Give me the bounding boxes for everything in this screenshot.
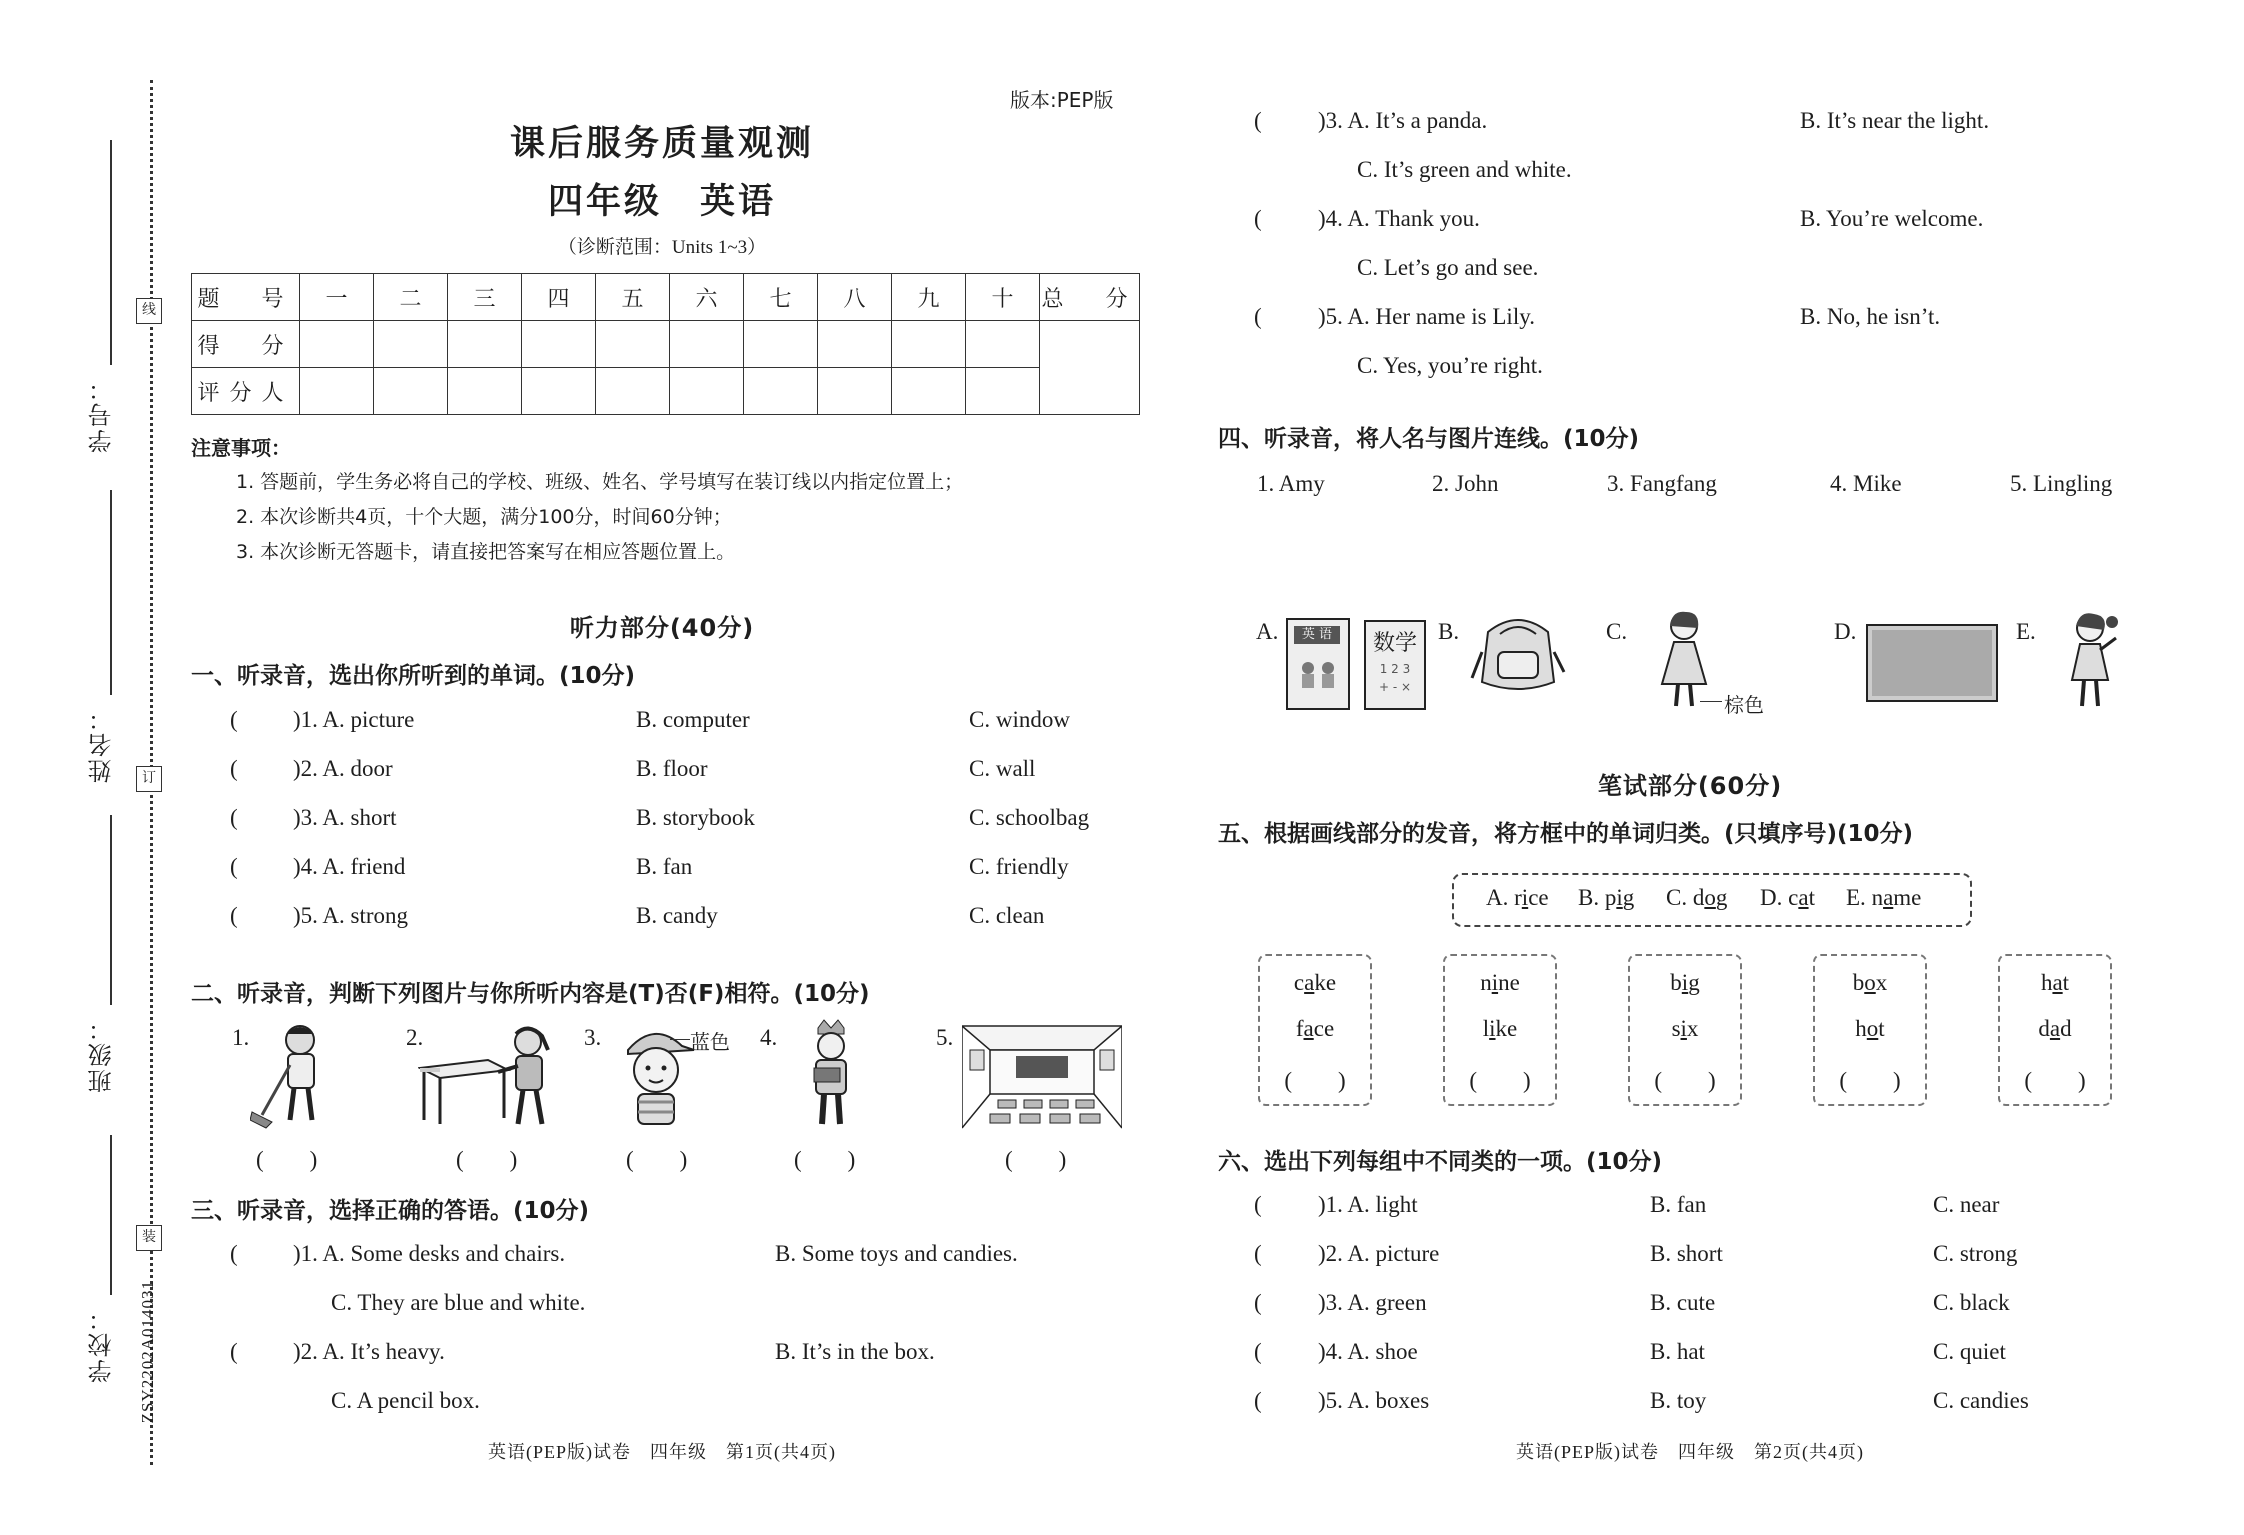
s4-pic-label: D. [1834, 619, 1857, 644]
s6-item-a: )2. A. picture [1318, 1241, 1440, 1266]
s6-item-c: C. near [1933, 1192, 2000, 1217]
s1-item-b: B. storybook [636, 805, 755, 830]
paren-open[interactable]: ( [230, 805, 238, 830]
section2-title: 二、听录音，判断下列图片与你所听内容是(T)否(F)相符。(10分) [191, 981, 870, 1007]
s3-item-c: C. Yes, you’re right. [1357, 353, 1543, 378]
english-book-title: 英 语 [1294, 626, 1340, 644]
phonics-word: six [1671, 1016, 1699, 1041]
phonics-group [1443, 954, 1557, 1106]
s2-answer-slot[interactable]: ( ) [626, 1147, 688, 1172]
paren-open[interactable]: ( [230, 854, 238, 879]
exam-code: ZSY2202A014031 [138, 1280, 157, 1424]
s4-pic-label: A. [1256, 619, 1279, 644]
section6-title: 六、选出下列每组中不同类的一项。(10分) [1218, 1149, 1663, 1175]
s1-item-a: )4. A. friend [293, 854, 406, 879]
section1-title: 一、听录音，选出你所听到的单词。(10分) [191, 663, 636, 689]
word-bank [1452, 873, 1972, 927]
s2-answer-slot[interactable]: ( ) [456, 1147, 518, 1172]
score-cell[interactable] [670, 321, 744, 368]
score-cell[interactable] [966, 321, 1040, 368]
phonics-word: dad [2038, 1016, 2072, 1041]
s2-answer-slot[interactable]: ( ) [256, 1147, 318, 1172]
s3-item-c: C. They are blue and white. [331, 1290, 586, 1315]
page-title: 课后服务质量观测 [509, 124, 814, 164]
name-label: 姓名： [88, 705, 116, 783]
score-header-row [192, 274, 1140, 321]
class-label: 班级： [88, 1015, 116, 1093]
school-label: 学校： [88, 1305, 116, 1383]
s1-item-b: B. candy [636, 903, 718, 928]
paren-open[interactable]: ( [1254, 1388, 1262, 1413]
s4-name[interactable]: 5. Lingling [2010, 471, 2113, 496]
score-row-label: 得 分 [192, 321, 300, 368]
section5-title: 五、根据画线部分的发音，将方框中的单词归类。(只填序号)(10分) [1218, 821, 1914, 847]
binding-seal-line: 线 [136, 298, 162, 324]
student-id-label: 学号： [88, 375, 116, 453]
s2-label: 3. [584, 1025, 602, 1050]
s6-item-c: C. quiet [1933, 1339, 2006, 1364]
s2-label: 5. [936, 1025, 954, 1050]
s4-name[interactable]: 4. Mike [1830, 471, 1902, 496]
schoolbag-icon[interactable] [1468, 612, 1568, 696]
footer-right: 英语(PEP版)试卷 四年级 第2页(共4页) [1516, 1442, 1864, 1462]
phonics-word: nine [1480, 970, 1520, 995]
s3-item-b: B. You’re welcome. [1800, 206, 1984, 231]
grader-cell[interactable] [448, 368, 522, 415]
s6-item-c: C. strong [1933, 1241, 2018, 1266]
board-surface [1872, 630, 1992, 696]
score-col: 六 [670, 274, 744, 321]
boy-with-crown-illustration [796, 1018, 866, 1130]
score-row-label: 题 号 [192, 274, 300, 321]
leader-line [670, 1039, 690, 1040]
bank-word: D. cat [1760, 885, 1815, 910]
score-col: 七 [744, 274, 818, 321]
s4-name[interactable]: 2. John [1432, 471, 1499, 496]
binding-seal-bind: 装 [136, 1225, 162, 1251]
score-cell[interactable] [300, 321, 374, 368]
phonics-word: box [1852, 970, 1888, 995]
paren-open[interactable]: ( [1254, 206, 1262, 231]
score-table [191, 273, 1140, 415]
score-points-row [192, 321, 1140, 368]
phonics-group [1628, 954, 1742, 1106]
s1-item-a: )5. A. strong [293, 903, 408, 928]
s1-item-c: C. wall [969, 756, 1036, 781]
score-col: 四 [522, 274, 596, 321]
s3-item-a: )5. A. Her name is Lily. [1318, 304, 1535, 329]
section3-title: 三、听录音，选择正确的答语。(10分) [191, 1198, 590, 1224]
leader-line [1700, 701, 1722, 702]
s4-pic-label: E. [2016, 619, 2036, 644]
s3-item-b: B. It’s in the box. [775, 1339, 935, 1364]
phonics-word: hat [2040, 970, 2070, 995]
paren-open[interactable]: ( [1254, 1241, 1262, 1266]
paren-open[interactable]: ( [1254, 304, 1262, 329]
math-book-icon[interactable] [1364, 620, 1426, 710]
s1-item-c: C. friendly [969, 854, 1069, 879]
s2-label: 4. [760, 1025, 778, 1050]
phonics-group [1813, 954, 1927, 1106]
s1-item-a: )2. A. door [293, 756, 393, 781]
s3-item-c: C. Let’s go and see. [1357, 255, 1539, 280]
s1-item-c: C. clean [969, 903, 1045, 928]
board-icon[interactable] [1866, 624, 1998, 702]
phonics-answer-slot[interactable]: ( ) [1284, 1068, 1346, 1093]
s6-item-a: )1. A. light [1318, 1192, 1418, 1217]
s3-item-c: C. It’s green and white. [1357, 157, 1572, 182]
score-col: 九 [892, 274, 966, 321]
s6-item-c: C. candies [1933, 1388, 2029, 1413]
bank-word: E. name [1846, 885, 1922, 910]
paren-open[interactable]: ( [230, 1241, 238, 1266]
bank-word: B. pig [1578, 885, 1635, 910]
name-blank[interactable] [110, 490, 112, 695]
score-cell[interactable] [892, 321, 966, 368]
s6-item-b: B. short [1650, 1241, 1723, 1266]
s3-item-a: )4. A. Thank you. [1318, 206, 1480, 231]
paren-open[interactable]: ( [230, 756, 238, 781]
s4-name[interactable]: 1. Amy [1257, 471, 1325, 496]
s6-item-a: )5. A. boxes [1318, 1388, 1430, 1413]
s3-item-a: )3. A. It’s a panda. [1318, 108, 1488, 133]
children-icon [1296, 660, 1340, 690]
school-blank[interactable] [110, 1135, 112, 1295]
s6-item-a: )3. A. green [1318, 1290, 1427, 1315]
math-book-numbers: 1 2 3 [1379, 662, 1411, 676]
s1-item-b: B. floor [636, 756, 708, 781]
grader-cell[interactable] [744, 368, 818, 415]
listening-part-heading: 听力部分(40分) [569, 614, 755, 642]
score-row-label: 评分人 [192, 368, 300, 415]
s4-pic-label: B. [1438, 619, 1460, 644]
classroom-illustration [962, 1020, 1122, 1130]
paren-open[interactable]: ( [230, 707, 238, 732]
page-subtitle: 四年级 英语 [547, 182, 776, 222]
phonics-word: like [1482, 1016, 1518, 1041]
s4-name[interactable]: 3. Fangfang [1607, 471, 1717, 496]
section4-title: 四、听录音，将人名与图片连线。(10分) [1218, 426, 1640, 452]
phonics-group [1998, 954, 2112, 1106]
note-item: 3. 本次诊断无答题卡，请直接把答案写在相应答题位置上。 [236, 541, 736, 563]
score-cell[interactable] [374, 321, 448, 368]
phonics-answer-slot[interactable]: ( ) [2024, 1068, 2086, 1093]
brown-color-label: 棕色 [1724, 693, 1764, 717]
s6-item-b: B. toy [1650, 1388, 1707, 1413]
score-col: 十 [966, 274, 1040, 321]
score-total-label: 总 分 [1040, 274, 1140, 321]
scope-note: （诊断范围：Units 1~3） [557, 237, 767, 258]
math-book-ops: + - × [1378, 680, 1412, 694]
grader-cell[interactable] [522, 368, 596, 415]
s3-item-b: B. No, he isn’t. [1800, 304, 1941, 329]
footer-left: 英语(PEP版)试卷 四年级 第1页(共4页) [488, 1442, 836, 1462]
paren-open[interactable]: ( [230, 1339, 238, 1364]
phonics-answer-slot[interactable]: ( ) [1839, 1068, 1901, 1093]
s2-label: 1. [232, 1025, 250, 1050]
s3-item-a: )1. A. Some desks and chairs. [293, 1241, 566, 1266]
notes-title: 注意事项： [191, 436, 291, 460]
s6-item-c: C. black [1933, 1290, 2010, 1315]
paren-open[interactable]: ( [1254, 1339, 1262, 1364]
grader-cell[interactable] [966, 368, 1040, 415]
paren-open[interactable]: ( [1254, 108, 1262, 133]
s1-item-c: C. schoolbag [969, 805, 1090, 830]
paren-open[interactable]: ( [1254, 1192, 1262, 1217]
grader-cell[interactable] [892, 368, 966, 415]
phonics-answer-slot[interactable]: ( ) [1469, 1068, 1531, 1093]
score-col: 五 [596, 274, 670, 321]
s2-label: 2. [406, 1025, 424, 1050]
s3-item-a: )2. A. It’s heavy. [293, 1339, 445, 1364]
s6-item-b: B. fan [1650, 1192, 1707, 1217]
grader-cell[interactable] [670, 368, 744, 415]
s3-item-b: B. Some toys and candies. [775, 1241, 1018, 1266]
s6-item-a: )4. A. shoe [1318, 1339, 1418, 1364]
girl-at-desk-illustration [418, 1020, 568, 1130]
phonics-group [1258, 954, 1372, 1106]
s3-item-c: C. A pencil box. [331, 1388, 480, 1413]
english-book-icon[interactable] [1286, 618, 1350, 710]
score-col: 一 [300, 274, 374, 321]
score-cell[interactable] [818, 321, 892, 368]
s2-answer-slot[interactable]: ( ) [1005, 1147, 1067, 1172]
girl-waving-icon[interactable] [2056, 608, 2136, 712]
grader-cell[interactable] [300, 368, 374, 415]
hat-color-label: 蓝色 [690, 1030, 730, 1054]
student-id-blank[interactable] [110, 140, 112, 365]
score-cell[interactable] [596, 321, 670, 368]
bank-word: A. rice [1486, 885, 1549, 910]
edition-label: 版本:PEP版 [1010, 88, 1114, 112]
score-col: 二 [374, 274, 448, 321]
s4-pic-label: C. [1606, 619, 1628, 644]
s1-item-b: B. fan [636, 854, 693, 879]
note-item: 1. 答题前，学生务必将自己的学校、班级、姓名、学号填写在装订线以内指定位置上； [236, 471, 964, 493]
score-col: 八 [818, 274, 892, 321]
phonics-word: face [1295, 1016, 1335, 1041]
s6-item-b: B. cute [1650, 1290, 1716, 1315]
score-cell[interactable] [522, 321, 596, 368]
score-col: 三 [448, 274, 522, 321]
s3-item-b: B. It’s near the light. [1800, 108, 1990, 133]
phonics-answer-slot[interactable]: ( ) [1654, 1068, 1716, 1093]
score-cell[interactable] [448, 321, 522, 368]
s1-item-a: )3. A. short [293, 805, 397, 830]
s1-item-c: C. window [969, 707, 1070, 732]
grader-row [192, 368, 1140, 415]
score-cell[interactable] [744, 321, 818, 368]
phonics-word: big [1670, 970, 1700, 995]
binding-seal-order: 订 [136, 766, 162, 792]
s1-item-b: B. computer [636, 707, 750, 732]
grader-cell[interactable] [596, 368, 670, 415]
score-total-cell[interactable] [1040, 321, 1140, 415]
paren-open[interactable]: ( [230, 903, 238, 928]
grader-cell[interactable] [818, 368, 892, 415]
phonics-word: hot [1855, 1016, 1885, 1041]
bank-word: C. dog [1666, 885, 1728, 910]
math-book-title: 数学 [1372, 631, 1417, 656]
note-item: 2. 本次诊断共4页，十个大题，满分100分，时间60分钟； [236, 506, 732, 528]
s6-item-b: B. hat [1650, 1339, 1705, 1364]
paren-open[interactable]: ( [1254, 1290, 1262, 1315]
s1-item-a: )1. A. picture [293, 707, 415, 732]
writing-part-heading: 笔试部分(60分) [1597, 772, 1783, 800]
class-blank[interactable] [110, 815, 112, 1005]
girl-brown-dress-icon[interactable] [1652, 608, 1716, 712]
s2-answer-slot[interactable]: ( ) [794, 1147, 856, 1172]
phonics-word: cake [1293, 970, 1337, 995]
boy-sweeping-illustration [250, 1020, 340, 1130]
grader-cell[interactable] [374, 368, 448, 415]
